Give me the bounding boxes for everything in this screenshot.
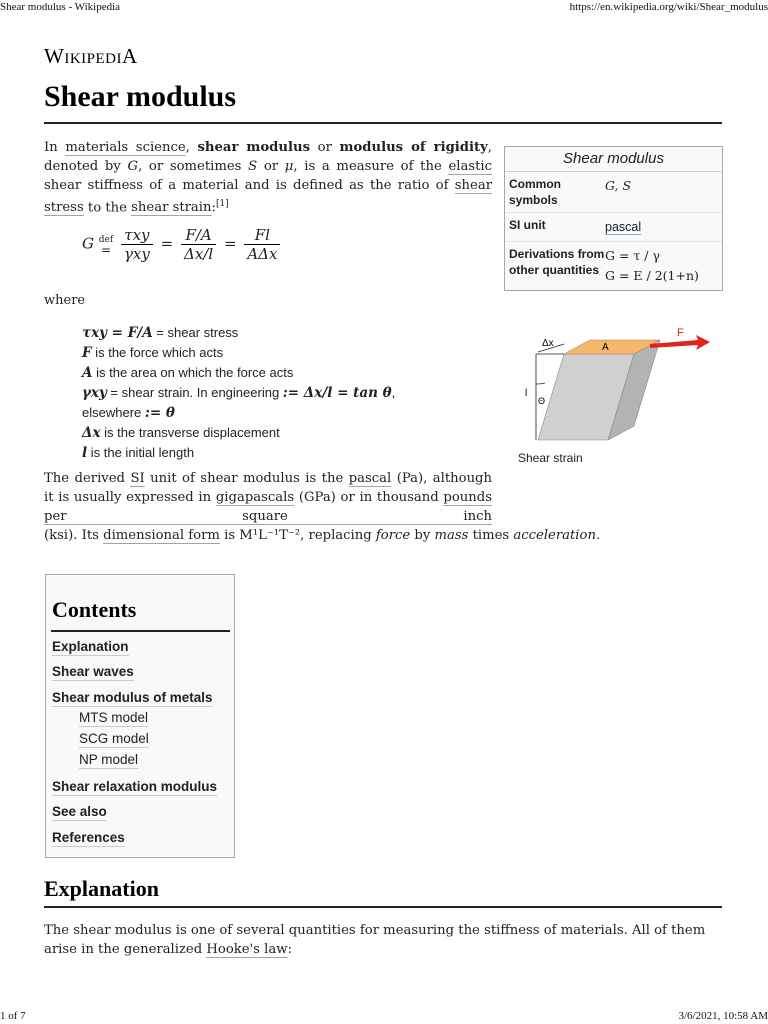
derivation-formula: G = τ / γ (605, 248, 660, 263)
link-elastic[interactable]: elastic (448, 159, 492, 174)
para-text: The shear modulus is one of several quantities for measuring the stiffness of materials. All of them arise in the generalized (44, 923, 706, 957)
toc-item-see-also[interactable]: See also (52, 804, 107, 819)
intro-text: , denoted by (44, 140, 492, 174)
formula-def-equals (99, 235, 113, 255)
link-hookes-law[interactable]: Hooke's law (206, 942, 288, 957)
print-header-url: https://en.wikipedia.org/wiki/Shear_modulus (569, 1, 768, 13)
definition-item (82, 423, 395, 443)
para-text: . (595, 528, 601, 543)
section-heading-explanation: Explanation (44, 876, 159, 901)
term-modulus-of-rigidity: modulus of rigidity (339, 140, 488, 155)
infobox (504, 146, 723, 291)
infobox-value: G, S (605, 178, 632, 193)
definition-text: elsewhere (82, 405, 145, 420)
symbol-s: S (248, 159, 258, 174)
intro-text: or (310, 140, 340, 155)
formula-def-label: def (98, 234, 114, 245)
table-of-contents (45, 574, 235, 858)
toc-item-np-model[interactable]: NP model (79, 752, 139, 767)
link-pascal[interactable]: pascal (605, 220, 642, 234)
logo-last: A (121, 44, 138, 68)
symbol-mu: μ (284, 159, 294, 174)
link-materials-science[interactable]: materials science (65, 140, 186, 155)
toc-rule (51, 630, 230, 632)
label-dx: Δx (542, 338, 554, 349)
intro-text: to the (83, 200, 132, 216)
definition-item (82, 383, 395, 403)
toc-item-scg-model[interactable]: SCG model (79, 731, 149, 746)
para-text: unit of shear modulus is the (144, 471, 349, 486)
where-label: where (44, 293, 86, 308)
definition-text: is the transverse displacement (100, 425, 280, 440)
toc-item-shear-waves[interactable]: Shear waves (52, 664, 134, 679)
title-rule (44, 122, 722, 124)
variable-definitions (82, 323, 395, 463)
intro-text: : (211, 200, 216, 216)
formula-fraction-3 (244, 226, 280, 263)
definition-math: l (82, 445, 88, 461)
link-dimensional-form[interactable]: dimensional form (103, 528, 220, 543)
definition-text: is the area on which the force acts (92, 365, 294, 380)
logo-middle: ikipedi (64, 44, 122, 68)
definition-formula (82, 226, 283, 263)
definition-math: γxy (82, 385, 107, 401)
intro-paragraph (44, 138, 492, 217)
para-text: : (287, 942, 292, 957)
toc-item-explanation[interactable]: Explanation (52, 639, 129, 654)
toc-item-references[interactable]: References (52, 830, 125, 845)
definition-item (82, 343, 395, 363)
link-gigapascals[interactable]: gigapascals (215, 490, 295, 505)
infobox-row-symbols (505, 172, 722, 213)
link-si[interactable]: SI (130, 471, 145, 486)
intro-text: , or sometimes (138, 159, 249, 174)
formula-equals: = (100, 242, 111, 257)
definition-item (82, 323, 395, 343)
intro-text: In (44, 140, 66, 155)
toc-title: Contents (52, 597, 137, 622)
definition-text: = shear stress (152, 325, 239, 340)
print-footer-date: 3/6/2021, 10:58 AM (678, 1010, 768, 1022)
formula-numerator: Fl (244, 226, 280, 245)
section-rule (44, 906, 722, 908)
label-theta: Θ (538, 396, 546, 406)
definition-math: A (82, 365, 93, 381)
term-acceleration: acceleration (513, 528, 596, 543)
formula-denominator: γxy (123, 245, 150, 263)
infobox-label: SI unit (509, 218, 546, 232)
term-force: force (375, 528, 411, 543)
formula-equals: = (223, 234, 237, 253)
link-shear-strain[interactable]: shear strain (131, 200, 212, 216)
infobox-row-si-unit (505, 213, 722, 242)
explanation-paragraph (44, 921, 722, 959)
term-mass: mass (434, 528, 469, 543)
formula-numerator: τxy (121, 226, 153, 245)
infobox-value (605, 246, 718, 286)
intro-text: , (185, 140, 198, 155)
wikipedia-logo[interactable] (44, 44, 138, 69)
para-tail (44, 528, 600, 544)
intro-text: , is a measure of the (293, 159, 449, 174)
definition-math: F (82, 345, 92, 361)
formula-numerator: F/A (181, 226, 216, 245)
para-text: (Pa), although it is usually expressed in (44, 471, 492, 505)
definition-math: := θ (144, 405, 175, 421)
definition-item (82, 363, 395, 383)
print-footer-page: 1 of 7 (0, 1010, 26, 1022)
para-text: times (468, 528, 514, 543)
infobox-title: Shear modulus (505, 147, 722, 172)
formula-equals: = (160, 234, 174, 253)
formula-fraction-1 (121, 226, 153, 263)
definition-item (82, 403, 395, 423)
definition-math: := Δx/l = tan θ (282, 385, 392, 401)
diagram-caption: Shear strain (518, 451, 583, 465)
definition-text: is the initial length (87, 445, 195, 460)
definition-math: τxy = F/A (82, 325, 153, 341)
intro-text: or (257, 159, 285, 174)
formula-denominator: Δx/l (184, 245, 214, 263)
page-title: Shear modulus (44, 80, 237, 113)
theta-arc (536, 383, 545, 384)
label-a: A (602, 342, 609, 353)
label-f: F (677, 327, 684, 339)
link-pounds-per-square-inch[interactable]: pounds per square inch (44, 490, 492, 524)
link-shear-stress[interactable]: shear stress (44, 178, 492, 216)
para-text: by (410, 528, 435, 543)
toc-item-mts-model[interactable]: MTS model (79, 710, 149, 725)
term-shear-modulus: shear modulus (197, 140, 311, 155)
definition-item (82, 443, 395, 463)
toc-item-shear-modulus-of-metals[interactable]: Shear modulus of metals (52, 690, 213, 705)
shear-strain-diagram (512, 326, 722, 450)
formula-fraction-2 (181, 226, 216, 263)
link-pascal-unit[interactable]: pascal (348, 471, 392, 486)
derivation-formula: G = E / 2(1+n) (605, 268, 699, 283)
para-text: (ksi). Its (44, 528, 104, 543)
symbol-g: G (127, 159, 139, 174)
definition-text: , (391, 385, 396, 400)
print-header-title: Shear modulus - Wikipedia (0, 1, 121, 13)
infobox-label: Common symbols (509, 177, 561, 207)
reference-1[interactable]: [1] (215, 199, 229, 209)
infobox-label: Derivations from other quantities (509, 247, 605, 277)
toc-item-shear-relaxation-modulus[interactable]: Shear relaxation modulus (52, 779, 218, 794)
intro-text: shear stiffness of a material and is defined as the ratio of (44, 178, 455, 193)
para-text: The derived (44, 471, 131, 486)
formula-denominator: AΔx (247, 245, 278, 263)
definition-math: Δx (82, 425, 101, 441)
label-l: l (525, 388, 528, 399)
infobox-row-derivations (505, 242, 722, 290)
formula-lhs: G (82, 234, 94, 253)
para-text: is M¹L⁻¹T⁻², replacing (219, 528, 376, 543)
si-unit-paragraph (44, 469, 601, 545)
para-text: (GPa) or in thousand (294, 490, 444, 505)
logo-first: W (44, 44, 65, 68)
definition-text: = shear strain. In engineering (106, 385, 283, 400)
definition-text: is the force which acts (91, 345, 224, 360)
